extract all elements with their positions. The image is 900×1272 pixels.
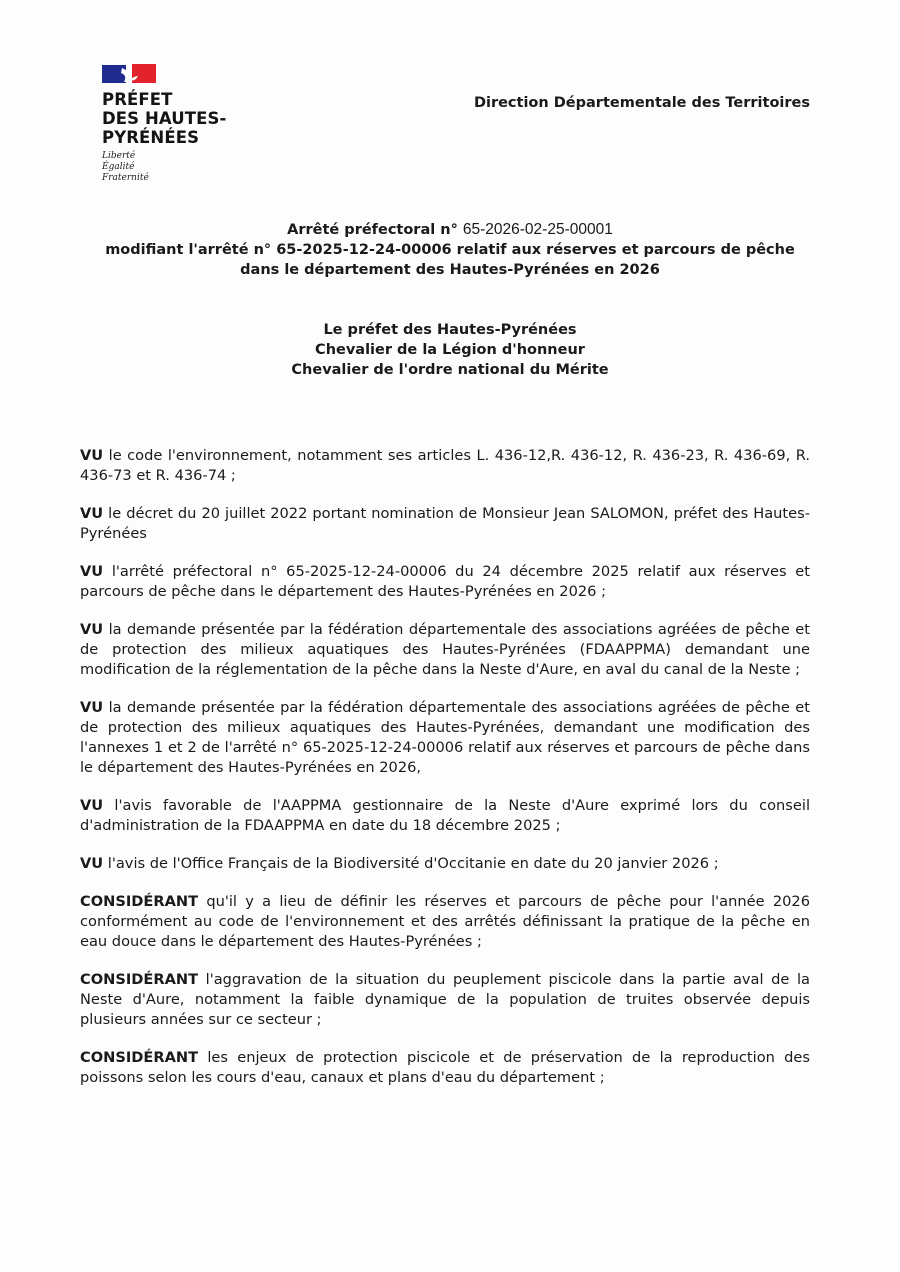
visa-paragraph <box>80 854 810 874</box>
paragraph-keyword: VU <box>80 563 104 580</box>
paragraph-text: l'arrêté préfectoral n° 65-2025-12-24-00006 du 24 décembre 2025 relatif aux réserves et parcours de pêche dans le département des Hautes-Pyrénées en 2026 ; <box>80 563 810 600</box>
visa-paragraph <box>80 620 810 680</box>
logo-line-3: PYRÉNÉES <box>102 128 200 147</box>
prefet-line-2: Chevalier de la Légion d'honneur <box>315 342 585 358</box>
considerant-paragraph <box>80 1048 810 1088</box>
decree-title-prefix: Arrêté préfectoral n° <box>287 222 463 238</box>
paragraph-keyword: VU <box>80 797 104 814</box>
logo-line-2: DES HAUTES- <box>102 109 227 128</box>
decree-title-line-1 <box>80 220 820 240</box>
paragraph-keyword: VU <box>80 447 104 464</box>
paragraph-text: la demande présentée par la fédération départementale des associations agréées de pêche et de protection des milieux aquatiques des Hautes-Pyrénées, demandant une modification des l'annexes 1 et 2 de l'arrêté n° 65-2025-12-24-00006 relatif aux réserves et parcours de pêche dans le département des Hautes-Pyrénées en 2026, <box>80 699 810 776</box>
paragraph-text: le code l'environnement, notamment ses articles L. 436-12,R. 436-12, R. 436-23, R. 436-69, R. 436-73 et R. 436-74 ; <box>80 447 810 484</box>
considerant-paragraph <box>80 970 810 1030</box>
paragraph-keyword: CONSIDÉRANT <box>80 1049 199 1066</box>
decree-title-line-3: dans le département des Hautes-Pyrénées en 2026 <box>240 262 660 278</box>
paragraph-text: l'avis de l'Office Français de la Biodiversité d'Occitanie en date du 20 janvier 2026 ; <box>103 855 719 872</box>
paragraph-text: l'aggravation de la situation du peuplement piscicole dans la partie aval de la Neste d'Aure, notamment la faible dynamique de la population de truites observée depuis plusieurs années sur ce secteur ; <box>80 971 810 1028</box>
logo-line-1: PRÉFET <box>102 90 173 109</box>
issuing-direction: Direction Départementale des Territoires <box>473 95 810 111</box>
paragraph-keyword: VU <box>80 621 104 638</box>
decree-title <box>80 220 820 280</box>
visa-paragraph <box>80 796 810 836</box>
visa-paragraph <box>80 562 810 602</box>
paragraph-text: la demande présentée par la fédération départementale des associations agréées de pêche et de protection des milieux aquatiques des Hautes-Pyrénées (FDAAPPMA) demandant une modification de la réglementation de la pêche dans la Neste d'Aure, en aval du canal de la Neste ; <box>80 621 810 678</box>
prefecture-logo <box>102 64 252 184</box>
paragraph-text: l'avis favorable de l'AAPPMA gestionnaire de la Neste d'Aure exprimé lors du conseil d'administration de la FDAAPPMA en date du 18 décembre 2025 ; <box>80 797 810 834</box>
prefet-line-3: Chevalier de l'ordre national du Mérite <box>291 362 609 378</box>
prefet-titles <box>80 320 820 380</box>
logo-title <box>102 90 252 147</box>
paragraph-text: qu'il y a lieu de définir les réserves et parcours de pêche pour l'année 2026 conformément au code de l'environnement et des arrêtés définissant la pratique de la pêche en eau douce dans le département des Hautes-Pyrénées ; <box>80 893 810 950</box>
considerant-paragraph <box>80 892 810 952</box>
visa-paragraph <box>80 698 810 778</box>
paragraph-keyword: VU <box>80 505 104 522</box>
motto-liberte: Liberté <box>102 151 136 161</box>
motto-egalite: Égalité <box>102 162 135 172</box>
paragraph-keyword: VU <box>80 699 104 716</box>
decree-body <box>80 446 810 1106</box>
paragraph-keyword: CONSIDÉRANT <box>80 893 199 910</box>
decree-number: 65-2026-02-25-00001 <box>462 221 613 238</box>
visa-paragraph <box>80 504 810 544</box>
republic-motto <box>102 151 252 184</box>
marianne-flag-icon <box>102 64 156 84</box>
motto-fraternite: Fraternité <box>102 173 149 183</box>
paragraph-keyword: CONSIDÉRANT <box>80 971 199 988</box>
paragraph-text: le décret du 20 juillet 2022 portant nomination de Monsieur Jean SALOMON, préfet des Hautes-Pyrénées <box>80 505 810 542</box>
prefet-line-1: Le préfet des Hautes-Pyrénées <box>323 322 577 338</box>
decree-title-line-2: modifiant l'arrêté n° 65-2025-12-24-00006 relatif aux réserves et parcours de pêche <box>105 242 795 258</box>
visa-paragraph <box>80 446 810 486</box>
paragraph-keyword: VU <box>80 855 104 872</box>
paragraph-text: les enjeux de protection piscicole et de préservation de la reproduction des poissons selon les cours d'eau, canaux et plans d'eau du département ; <box>80 1049 810 1086</box>
